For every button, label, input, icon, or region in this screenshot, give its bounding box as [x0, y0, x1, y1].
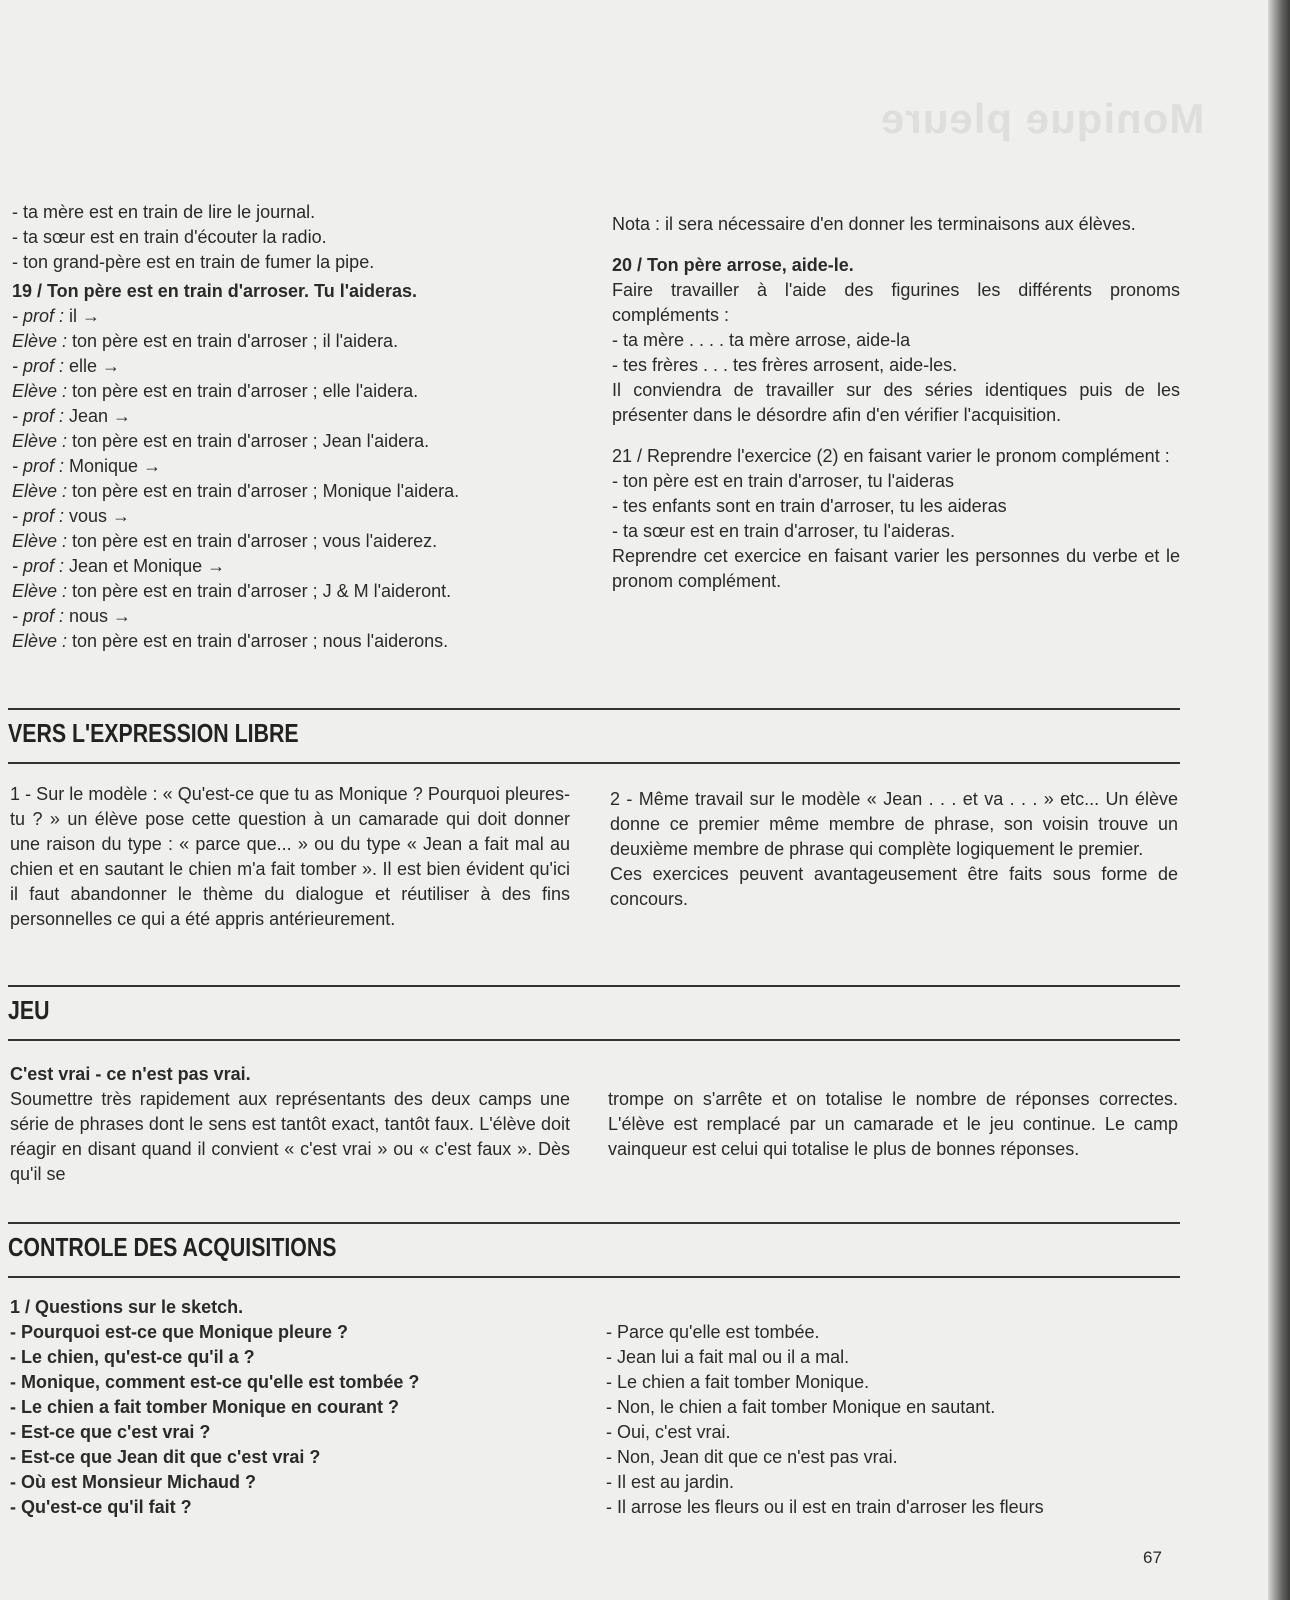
jeu-left-column — [10, 1062, 570, 1187]
answer-line: - Il est au jardin. — [606, 1472, 735, 1492]
text-line: - ta mère est en train de lire le journal. — [12, 202, 316, 222]
utterance: Jean et Monique → — [64, 556, 226, 576]
speaker: Elève : — [12, 381, 68, 401]
top-left-column — [12, 200, 572, 654]
speaker: - prof : — [12, 306, 65, 326]
exercise-19-dialogue — [12, 304, 572, 654]
top-right-column — [612, 212, 1180, 594]
expression-text-2: 2 - Même travail sur le modèle « Jean . . . et va . . . » etc... Un élève donne ce premier même membre de phrase, son voisin trouve un deuxième membre de phrase qui complète logiquement le premier. — [610, 789, 1178, 859]
speaker: Elève : — [12, 431, 68, 451]
expression-right-column — [610, 787, 1178, 912]
speaker: Elève : — [12, 581, 68, 601]
section-heading: JEU — [8, 995, 50, 1025]
show-through-title: Monique pleure — [880, 95, 1205, 142]
question-line: - Est-ce que c'est vrai ? — [10, 1422, 211, 1442]
dialogue-line — [12, 629, 572, 654]
controle-questions-column — [10, 1295, 590, 1520]
question-line: - Monique, comment est-ce qu'elle est tombée ? — [10, 1372, 420, 1392]
exercise-20-intro: Faire travailler à l'aide des figurines les différents pronoms compléments : — [612, 280, 1180, 325]
text-line: - ta sœur est en train d'arroser, tu l'aideras. — [612, 521, 956, 541]
utterance: elle → — [64, 356, 121, 376]
expression-left-column — [10, 782, 570, 932]
dialogue-line — [12, 354, 572, 379]
answer-line: - Il arrose les fleurs ou il est en train d'arroser les fleurs — [606, 1497, 1044, 1517]
jeu-right-column — [608, 1087, 1178, 1162]
speaker: - prof : — [12, 456, 65, 476]
utterance: ton père est en train d'arroser ; Monique l'aidera. — [67, 481, 460, 501]
dialogue-line — [12, 429, 572, 454]
section-controle — [8, 1222, 1180, 1278]
section-heading: CONTROLE DES ACQUISITIONS — [8, 1232, 337, 1262]
text-line: - ta mère . . . . ta mère arrose, aide-la — [612, 330, 911, 350]
speaker: - prof : — [12, 406, 65, 426]
page-number: 67 — [1143, 1548, 1162, 1567]
utterance: ton père est en train d'arroser ; J & M l'aideront. — [67, 581, 452, 601]
answer-line: - Non, Jean dit que ce n'est pas vrai. — [606, 1447, 898, 1467]
dialogue-line — [12, 554, 572, 579]
answer-line: - Parce qu'elle est tombée. — [606, 1322, 820, 1342]
dialogue-line — [12, 404, 572, 429]
exercise-21-title: 21 / Reprendre l'exercice (2) en faisant varier le pronom complément : — [612, 446, 1170, 466]
speaker: - prof : — [12, 556, 65, 576]
dialogue-line — [12, 579, 572, 604]
jeu-text-2: trompe on s'arrête et on totalise le nombre de réponses correctes. L'élève est remplacé par un camarade et le jeu continue. Le camp vainqueur est celui qui totalise le plus de bonnes réponses. — [608, 1089, 1178, 1159]
controle-title: 1 / Questions sur le sketch. — [10, 1297, 244, 1317]
expression-text-1: 1 - Sur le modèle : « Qu'est-ce que tu as Monique ? Pourquoi pleures-tu ? » un élève pose cette question à un camarade qui doit donner une raison du type : « parce que... » ou du type « Jean a fait mal au chien et en sautant le chien m'a fait tomber ». Il est bien évident qu'ici il faut abandonner le thème du dialogue et réutiliser à des fins personnelles ce qui a été appris antérieurement. — [10, 784, 570, 929]
utterance: Monique → — [64, 456, 162, 476]
jeu-text-1: Soumettre très rapidement aux représentants des deux camps une série de phrases dont le sens est tantôt exact, tantôt faux. L'élève doit réagir en disant quand il convient « c'est vrai » ou « c'est faux ». Dès qu'il se — [10, 1089, 570, 1184]
question-line: - Est-ce que Jean dit que c'est vrai ? — [10, 1447, 321, 1467]
question-line: - Qu'est-ce qu'il fait ? — [10, 1497, 192, 1517]
speaker: - prof : — [12, 606, 65, 626]
text-line: - ta sœur est en train d'écouter la radio. — [12, 227, 327, 247]
answer-line: - Jean lui a fait mal ou il a mal. — [606, 1347, 850, 1367]
utterance: ton père est en train d'arroser ; elle l'aidera. — [67, 381, 419, 401]
exercise-20-outro: Il conviendra de travailler sur des séries identiques puis de les présenter dans le désordre afin d'en vérifier l'acquisition. — [612, 380, 1180, 425]
text-line: - ton grand-père est en train de fumer la pipe. — [12, 252, 375, 272]
answer-line: - Oui, c'est vrai. — [606, 1422, 731, 1442]
utterance: Jean → — [64, 406, 132, 426]
page-edge-shadow — [1268, 0, 1290, 1600]
question-line: - Où est Monsieur Michaud ? — [10, 1472, 257, 1492]
speaker: Elève : — [12, 331, 68, 351]
question-line: - Le chien, qu'est-ce qu'il a ? — [10, 1347, 255, 1367]
nota-text: Nota : il sera nécessaire d'en donner les terminaisons aux élèves. — [612, 214, 1136, 234]
exercise-19-title: 19 / Ton père est en train d'arroser. Tu l'aideras. — [12, 281, 418, 301]
utterance: vous → — [64, 506, 131, 526]
dialogue-line — [12, 304, 572, 329]
speaker: Elève : — [12, 531, 68, 551]
exercise-21-outro: Reprendre cet exercice en faisant varier les personnes du verbe et le pronom complément. — [612, 546, 1180, 591]
dialogue-line — [12, 604, 572, 629]
text-line: - tes frères . . . tes frères arrosent, aide-les. — [612, 355, 958, 375]
controle-answers-column — [606, 1320, 1186, 1520]
utterance: il → — [64, 306, 101, 326]
utterance: ton père est en train d'arroser ; Jean l'aidera. — [67, 431, 430, 451]
speaker: Elève : — [12, 481, 68, 501]
utterance: nous → — [64, 606, 132, 626]
question-line: - Pourquoi est-ce que Monique pleure ? — [10, 1322, 349, 1342]
answer-line: - Non, le chien a fait tomber Monique en sautant. — [606, 1397, 996, 1417]
speaker: Elève : — [12, 631, 68, 651]
dialogue-line — [12, 454, 572, 479]
section-jeu — [8, 985, 1180, 1041]
dialogue-line — [12, 504, 572, 529]
utterance: ton père est en train d'arroser ; nous l'aiderons. — [67, 631, 449, 651]
dialogue-line — [12, 379, 572, 404]
utterance: ton père est en train d'arroser ; vous l'aiderez. — [67, 531, 438, 551]
question-line: - Le chien a fait tomber Monique en courant ? — [10, 1397, 400, 1417]
text-line: - ton père est en train d'arroser, tu l'aideras — [612, 471, 955, 491]
dialogue-line — [12, 479, 572, 504]
utterance: ton père est en train d'arroser ; il l'aidera. — [67, 331, 399, 351]
dialogue-line — [12, 329, 572, 354]
dialogue-line — [12, 529, 572, 554]
text-line: - tes enfants sont en train d'arroser, tu les aideras — [612, 496, 1007, 516]
speaker: - prof : — [12, 356, 65, 376]
expression-text-3: Ces exercices peuvent avantageusement être faits sous forme de concours. — [610, 864, 1178, 909]
exercise-20-title: 20 / Ton père arrose, aide-le. — [612, 255, 854, 275]
section-heading: VERS L'EXPRESSION LIBRE — [8, 718, 299, 748]
jeu-title: C'est vrai - ce n'est pas vrai. — [10, 1064, 251, 1084]
section-expression-libre — [8, 708, 1180, 764]
speaker: - prof : — [12, 506, 65, 526]
answer-line: - Le chien a fait tomber Monique. — [606, 1372, 870, 1392]
